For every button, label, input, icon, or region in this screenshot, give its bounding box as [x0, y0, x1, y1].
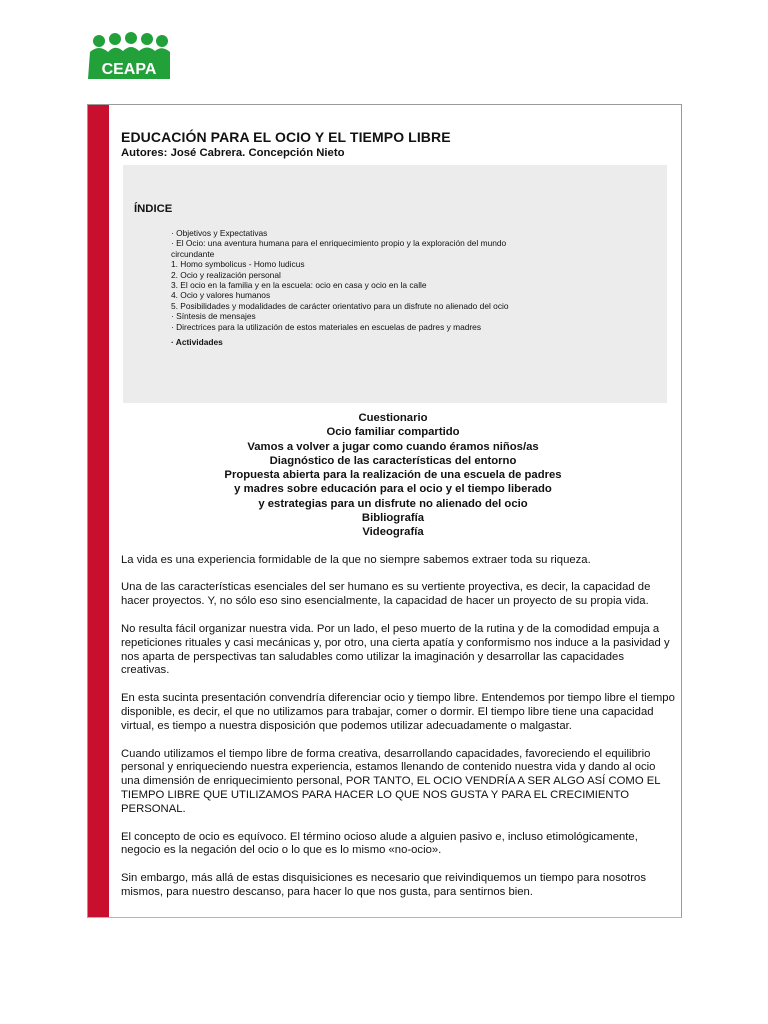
body-paragraph: El concepto de ocio es equívoco. El término ocioso alude a alguien pasivo e, incluso etimológicamente, negocio es la negación del ocio o lo que es lo mismo «no-ocio».	[121, 830, 638, 857]
section-link[interactable]: Diagnóstico de las características del entorno	[269, 454, 517, 467]
index-list	[134, 228, 511, 347]
body-paragraph: Una de las características esenciales del ser humano es su vertiente proyectiva, es decir, la capacidad de hacer proyectos. Y, no sólo eso sino esencialmente, la capacidad de hacer un proyecto de su propia vida.	[121, 581, 651, 608]
section-link[interactable]: y estrategias para un disfrute no alienado del ocio	[258, 497, 528, 510]
document-title: EDUCACIÓN PARA EL OCIO Y EL TIEMPO LIBRE	[121, 129, 451, 145]
body-paragraph: Cuando utilizamos el tiempo libre de forma creativa, desarrollando capacidades, favoreciendo el equilibrio personal y enriqueciendo nuestra experiencia, estamos llenando de contenido nuestra vida y dando al ocio una dimensión de enriquecimiento personal, POR TANTO, EL OCIO VENDRÍA A SER ALGO ASÍ COMO EL TIEMPO LIBRE QUE UTILIZAMOS PARA HACER LO QUE NOS GUSTA Y PARA EL CRECIMIENTO PERSONAL.	[121, 747, 661, 815]
section-link[interactable]: y madres sobre educación para el ocio y el tiempo liberado	[234, 483, 552, 496]
index-box	[123, 165, 667, 403]
index-item[interactable]: · Síntesis de mensajes	[171, 311, 256, 322]
document-page	[87, 104, 682, 918]
index-item[interactable]: · Objetivos y Expectativas	[171, 228, 268, 238]
index-item[interactable]: 3. El ocio en la familia y en la escuela: ocio en casa y ocio en la calle	[171, 280, 427, 291]
body-paragraph: La vida es una experiencia formidable de la que no siempre sabemos extraer toda su riqueza.	[121, 553, 591, 566]
body-paragraph: No resulta fácil organizar nuestra vida. Por un lado, el peso muerto de la rutina y de la comodidad empuja a repeticiones rituales y casi mecánicas y, por otro, una cierta apatía y conformismo nos induce a la pasividad y nos aparta de perspectivas tan saludables como utilizar la imaginación y desarrollar las capacidades creativas.	[121, 623, 670, 677]
ceapa-logo	[86, 32, 172, 80]
section-link[interactable]: Vamos a volver a jugar como cuando éramos niños/as	[247, 440, 539, 453]
index-item[interactable]: · El Ocio: una aventura humana para el enriquecimiento propio y la exploración del mundo circundante	[171, 238, 507, 259]
section-link[interactable]: Videografía	[362, 526, 424, 539]
index-item[interactable]: 1. Homo symbolicus - Homo ludicus	[171, 259, 305, 270]
section-link[interactable]: Propuesta abierta para la realización de una escuela de padres	[224, 469, 562, 482]
section-list	[121, 411, 665, 540]
body-paragraph: En esta sucinta presentación convendría diferenciar ocio y tiempo libre. Entendemos por tiempo libre el tiempo disponible, es decir, el que no utilizamos para trabajar, comer o dormir. El tiempo libre tiene una capacidad virtual, es tiempo a nuestra disposición que podemos utilizar adecuadamente o malgastar.	[121, 692, 675, 732]
red-sidebar-stripe	[88, 105, 109, 917]
index-item[interactable]: 2. Ocio y realización personal	[171, 269, 281, 280]
index-item[interactable]: 4. Ocio y valores humanos	[171, 290, 271, 301]
document-content	[121, 105, 675, 917]
document-authors: Autores: José Cabrera. Concepción Nieto	[121, 147, 345, 159]
index-heading: ÍNDICE	[134, 203, 173, 215]
body-paragraph: Sin embargo, más allá de estas disquisiciones es necesario que reivindiquemos un tiempo para nosotros mismos, para nuestro descanso, para hacer lo que nos gusta, para sentirnos bien.	[121, 872, 646, 899]
index-item[interactable]: 5. Posibilidades y modalidades de carácter orientativo para un disfrute no alienado del ocio	[171, 300, 509, 311]
index-item-activities[interactable]: · Actividades	[171, 337, 223, 348]
logo-text: CEAPA	[101, 61, 157, 78]
index-item[interactable]: · Directrices para la utilización de estos materiales en escuelas de padres y madres	[171, 321, 482, 332]
section-link[interactable]: Ocio familiar compartido	[326, 426, 460, 439]
section-link[interactable]: Bibliografía	[361, 512, 425, 525]
section-link[interactable]: Cuestionario	[358, 412, 428, 424]
